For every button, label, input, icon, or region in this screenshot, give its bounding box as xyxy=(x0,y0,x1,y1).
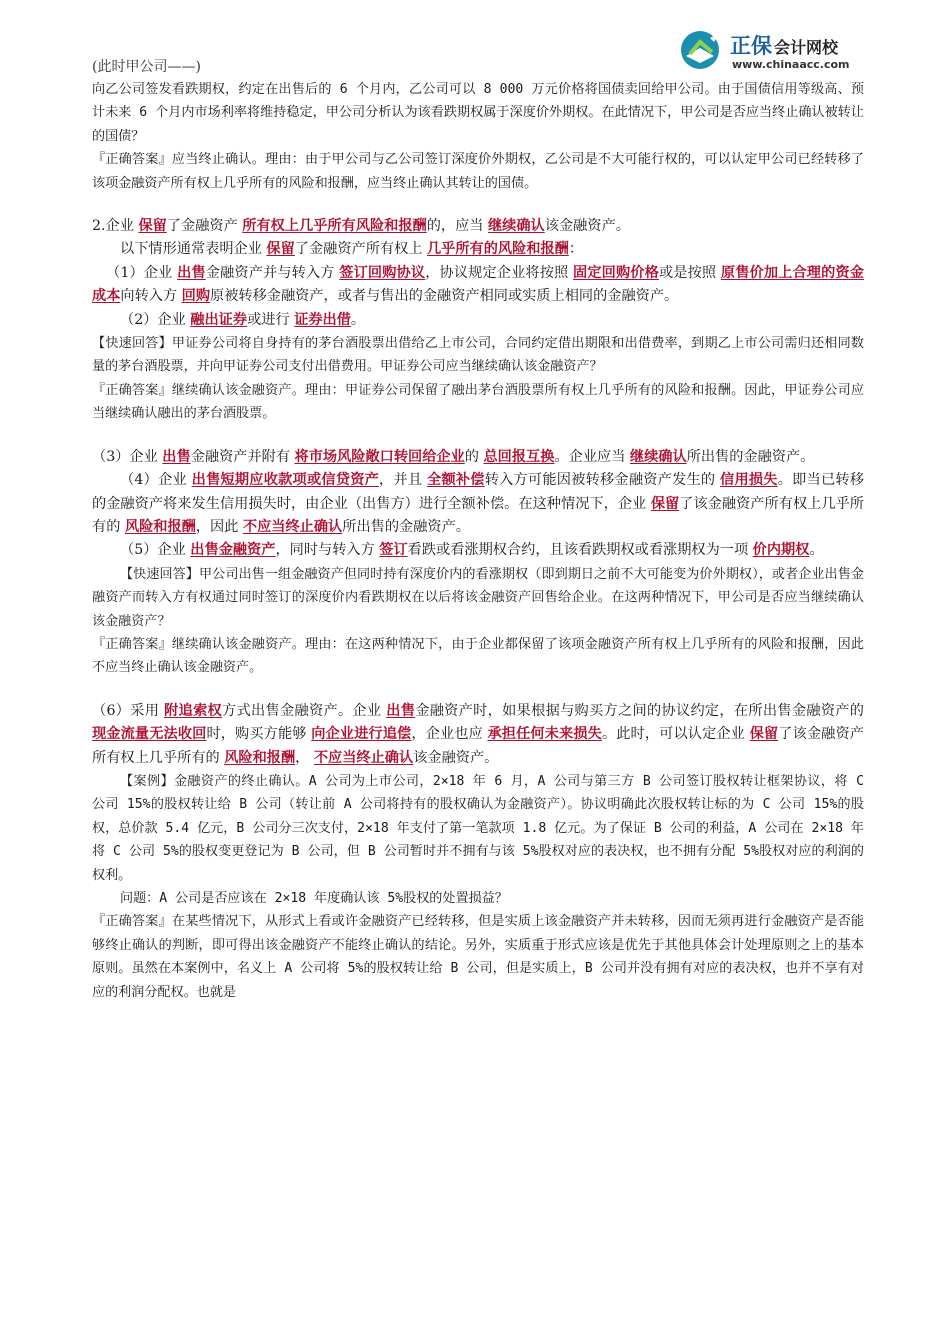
item-4: （4）企业 出售短期应收款项或信贷资产，并且 全额补偿转入方可能因被转移金融资产发生的 信用损失。即当已转移的金融资产将来发生信用损失时，由企业（出售方）进行全额补偿。在这种情况下，企业 保留了该金融资产所有权上几乎所有的 风险和报酬，因此 不应当终止确认所出售的金融资产。 xyxy=(92,472,864,535)
item-5: （5）企业 出售金融资产，同时与转入方 签订看跌或看涨期权合约，且该看跌期权或看涨期权为一项 价内期权。 xyxy=(120,542,824,559)
case-question: 问题：A 公司是否应该在 2×18 年度确认该 5%股权的处置损益？ xyxy=(120,891,508,906)
section-2-heading: 2.企业 保留了金融资产 所有权上几乎所有风险和报酬的，应当 继续确认该金融资产。 xyxy=(92,218,630,235)
section-2-intro: 以下情形通常表明企业 保留了金融资产所有权上 几乎所有的风险和报酬： xyxy=(120,241,584,258)
item-3: （3）企业 出售金融资产并附有 将市场风险敞口转回给企业的 总回报互换。企业应当 继续确认所出售的金融资产。 xyxy=(92,448,815,465)
item-2: （2）企业 融出证券或进行 证券出借。 xyxy=(120,311,366,328)
quick-answer-2: 『正确答案』继续确认该金融资产。理由：甲证券公司保留了融出茅台酒股票所有权上几乎所有的风险和报酬。因此，甲证券公司应当继续确认融出的茅台酒股票。 xyxy=(92,382,864,422)
quick-question-2: 【快速回答】甲证券公司将自身持有的茅台酒股票出借给乙上市公司，合同约定借出期限和出借费率，到期乙上市公司需归还相同数量的茅台酒股票，并向甲证券公司支付出借费用。甲证券公司应当继续确认该金融资产？ xyxy=(92,336,864,375)
quick-question-5: 【快速回答】甲公司出售一组金融资产但同时持有深度价内的看涨期权（即到期日之前不大可能变为价外期权），或者企业出售金融资产而转入方有权通过同时签订的深度价内看跌期权在以后将该金融资产回售给企业。在这两种情况下，甲公司是否应当继续确认该金融资产？ xyxy=(92,566,864,629)
item-6: （6）采用 附追索权方式出售金融资产。企业 出售金融资产时，如果根据与购买方之间的协议约定，在所出售金融资产的 现金流量无法收回时，购买方能够 向企业进行追偿，企业也应 承担任何未来损失。此时，可以认定企业 保留了该金融资产所有权上几乎所有的 风险和报酬， 不应当终止确认该金融资产。 xyxy=(92,702,864,766)
top-fragment: (此时甲公司——) xyxy=(92,59,201,75)
quick-answer-5: 『正确答案』继续确认该金融资产。理由：在这两种情况下，由于企业都保留了该项金融资产所有权上几乎所有的风险和报酬，因此不应当终止确认该金融资产。 xyxy=(92,636,864,676)
item-1: （1）企业 出售金融资产并与转入方 签订回购协议，协议规定企业将按照 固定回购价格或是按照 原售价加上合理的资金成本向转入方 回购原被转移金融资产，或者与售出的金融资产相同或实质上相同的金融资产。 xyxy=(92,264,864,305)
case-paragraph: 【案例】金融资产的终止确认。A 公司为上市公司，2×18 年 6 月，A 公司与第三方 B 公司签订股权转让框架协议，将 C 公司 15%的股权转让给 B 公司（转让前 A 公司将持有的股权确认为金融资产）。协议明确此次股权转让标的为 C 公司 15%的股权，总价款 5.4 亿元，B 公司分三次支付，2×18 年支付了第一笔款项 1.8 亿元。为了保证 B 公司的利益，A 公司在 2×18 年将 C 公司 5%的股权变更登记为 B 公司，但 B 公司暂时并不拥有与该 5%股权对应的表决权，也不拥有分配 5%股权对应的利润的权利。 xyxy=(92,773,864,883)
brand-name xyxy=(730,30,838,60)
brand-logo xyxy=(680,28,880,74)
document-body xyxy=(92,78,864,1004)
question-paragraph-1: 向乙公司签发看跌期权，约定在出售后的 6 个月内，乙公司可以 8 000 万元价格将国债卖回给甲公司。由于国债信用等级高、预计未来 6 个月内市场利率将维持稳定，甲公司分析认为该看跌期权属于深度价外期权。在此情况下，甲公司是否应当终止确认被转让的国债？ xyxy=(92,82,864,144)
book-logo-icon xyxy=(680,30,724,70)
case-answer: 『正确答案』在某些情况下，从形式上看或许金融资产已经转移，但是实质上该金融资产并未转移，因而无须再进行金融资产是否能够终止确认的判断，即可得出该金融资产不能终止确认的结论。另外，实质重于形式应该是优先于其他具体会计处理原则之上的基本原则。虽然在本案例中，名义上 A 公司将 5%的股权转让给 B 公司，但是实质上，B 公司并没有拥有对应的表决权，也并不享有对应的利润分配权。也就是 xyxy=(92,914,864,1000)
brand-main: 正保 xyxy=(730,34,772,58)
brand-url: www.chinaacc.com xyxy=(732,58,850,71)
answer-paragraph-1: 『正确答案』应当终止确认。理由：由于甲公司与乙公司签订深度价外期权，乙公司是不大可能行权的，可以认定甲公司已经转移了该项金融资产所有权上几乎所有的风险和报酬，应当终止确认其转让的国债。 xyxy=(92,152,864,191)
brand-sub: 会计网校 xyxy=(774,38,839,57)
